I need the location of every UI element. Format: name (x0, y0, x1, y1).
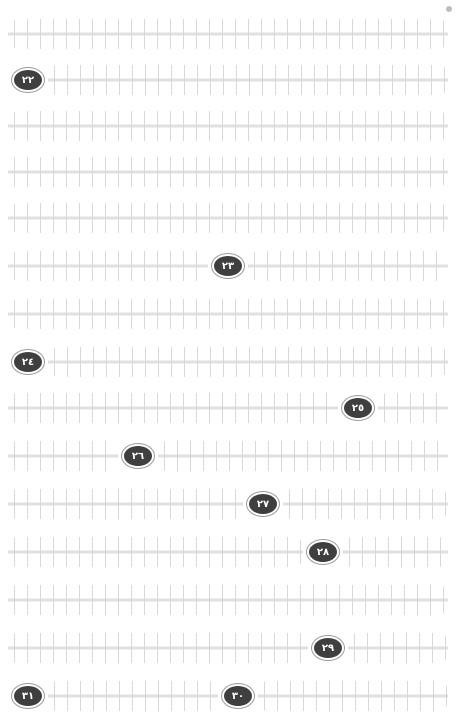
ayah-number-marker: ٢٥ (344, 398, 372, 418)
verse-line (8, 106, 448, 146)
arabic-text-segment (8, 441, 118, 471)
arabic-text-segment (8, 251, 208, 281)
page-corner-mark (446, 6, 452, 12)
ayah-number-marker: ٢٢ (14, 70, 42, 90)
arabic-text-segment (8, 489, 243, 519)
arabic-text-segment (8, 203, 448, 233)
verse-line (8, 676, 448, 716)
verse-line (8, 628, 448, 668)
arabic-text-segment (48, 681, 218, 711)
ayah-number-marker: ٢٩ (314, 638, 342, 658)
verse-line (8, 436, 448, 476)
ayah-number-marker: ٢٧ (249, 494, 277, 514)
arabic-text-segment (158, 441, 448, 471)
verse-line (8, 152, 448, 192)
verse-line (8, 484, 448, 524)
arabic-text-segment (348, 633, 448, 663)
verse-line (8, 580, 448, 620)
verse-line (8, 342, 448, 382)
arabic-text-segment (343, 537, 448, 567)
verse-line (8, 246, 448, 286)
arabic-text-segment (8, 585, 448, 615)
arabic-text-segment (48, 347, 448, 377)
verse-line (8, 14, 448, 54)
verse-line (8, 294, 448, 334)
ayah-number-marker: ٣٠ (224, 686, 252, 706)
arabic-text-segment (8, 111, 448, 141)
arabic-text-segment (8, 537, 303, 567)
ayah-number-marker: ٢٦ (124, 446, 152, 466)
arabic-text-segment (8, 393, 338, 423)
arabic-text-segment (8, 633, 308, 663)
arabic-text-segment (48, 65, 448, 95)
verse-line (8, 198, 448, 238)
ayah-number-marker: ٢٤ (14, 352, 42, 372)
arabic-text-segment (378, 393, 448, 423)
verse-line (8, 532, 448, 572)
arabic-text-segment (8, 157, 448, 187)
arabic-text-segment (8, 299, 448, 329)
ayah-number-marker: ٢٣ (214, 256, 242, 276)
ayah-number-marker: ٢٨ (309, 542, 337, 562)
arabic-text-segment (283, 489, 448, 519)
arabic-text-segment (248, 251, 448, 281)
verse-line (8, 388, 448, 428)
arabic-text-segment (8, 19, 448, 49)
ayah-number-marker: ٣١ (14, 686, 42, 706)
verse-line (8, 60, 448, 100)
arabic-text-segment (258, 681, 448, 711)
